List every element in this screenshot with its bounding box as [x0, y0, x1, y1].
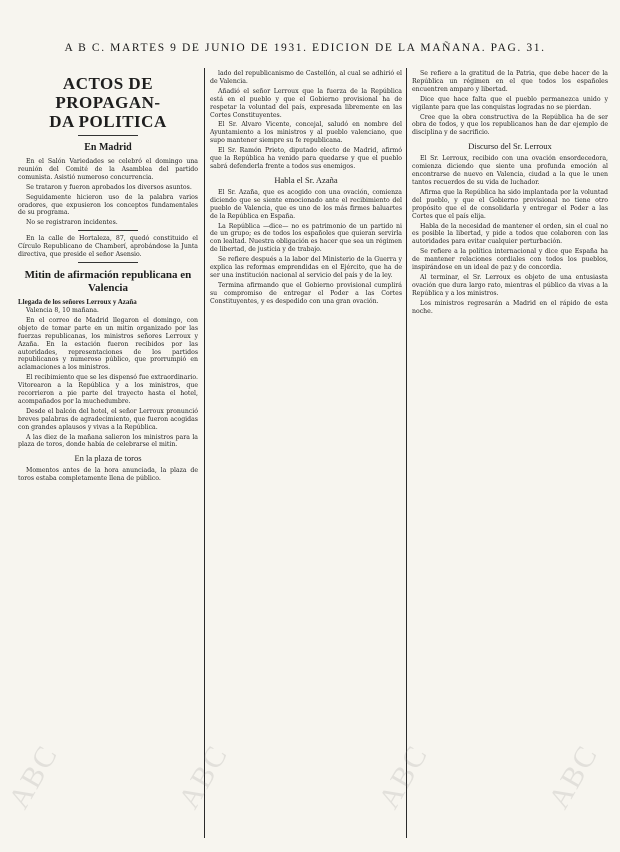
divider [78, 230, 138, 231]
madrid-heading: En Madrid [84, 142, 132, 153]
paragraph: Al terminar, el Sr. Lerroux es objeto de una entusiasta ovación que dura largo rato, mientras el público da vivas a la República y a los ministros. [412, 273, 608, 297]
paragraph: Momentos antes de la hora anunciada, la plaza de toros estaba completamente llena de público. [18, 467, 198, 483]
abc-watermark: ABC [172, 739, 235, 815]
divider [78, 262, 138, 263]
paragraph: A las diez de la mañana salieron los ministros para la plaza de toros, donde había de celebrarse el mitin. [18, 433, 198, 449]
page-header: A B C. MARTES 9 DE JUNIO DE 1931. EDICION DE LA MAÑANA. PAG. 31. [64, 42, 546, 54]
paragraph: En el correo de Madrid llegaron el domingo, con objeto de tomar parte en un mitin organizado por las fuerzas republicanas, los ministros señores Lerroux y Azaña. En la estación fueron recibidos por las autoridades, representaciones de los partidos republicanos y numeroso público, que prorrumpió en aclamaciones a los ministros. [18, 316, 198, 372]
paragraph: Dice que hace falta que el pueblo permanezca unido y vigilante para que las conquistas logradas no se pierdan. [412, 95, 608, 111]
plaza-heading: En la plaza de toros [74, 453, 142, 464]
dateline: Valencia 8, 10 mañana. [26, 306, 99, 314]
paragraph: En el Salón Variedades se celebró el domingo una reunión del Comité de la Asamblea del partido comunista. Asistió numeroso concurrencia. [18, 158, 198, 181]
paragraph: Se refiere después a la labor del Ministerio de la Guerra y explica las reformas emprendidas en el Ejército, que ha de ser una institución nacional al servicio del país y de la ley. [210, 256, 402, 279]
paragraph: Añadió el señor Lerroux que la fuerza de la República está en el pueblo y que el Gobierno provisional ha de respetar la voluntad del país, expresada libremente en las Cortes Constituyentes. [210, 87, 402, 119]
column-rule [406, 68, 407, 838]
paragraph: Se trataron y fueron aprobados los diversos asuntos. [26, 183, 192, 191]
paragraph: El recibimiento que se les dispensó fue extraordinario. Vitorearon a la República y a los ministros, que recorrieron a pie parte del trayecto hasta el hotel, acompañados por la muchedumbre. [18, 374, 198, 405]
paragraph: El Sr. Alvaro Vicente, concejal, saludó en nombre del Ayuntamiento a los ministros y al pueblo valenciano, que supo mantener siempre su fe republicana. [210, 121, 402, 145]
paragraph: Cree que la obra constructiva de la República ha de ser obra de todos, y que los republicanos han de dar ejemplo de disciplina y de sacrificio. [412, 113, 608, 137]
paragraph: Termina afirmando que el Gobierno provisional cumplirá su compromiso de entregar el Poder a las Cortes Constituyentes, y es despedido con una gran ovación. [210, 281, 402, 305]
paragraph: No se registraron incidentes. [26, 219, 118, 227]
divider [78, 135, 138, 136]
column-1 [18, 70, 198, 485]
abc-watermark: ABC [2, 739, 65, 815]
column-rule [204, 68, 205, 838]
valencia-heading: Mitin de afirmación republicana en Valencia [24, 268, 192, 294]
abc-watermark: ABC [372, 739, 435, 815]
subheading: Llegada de los señores Lerroux y Azaña [18, 297, 137, 306]
paragraph: Afirma que la República ha sido implantada por la voluntad del pueblo, y que el Gobierno provisional no tiene otro propósito que el de consolidarla y entregar el Poder a las Cortes que el país elija. [412, 188, 608, 220]
paragraph: El Sr. Lerroux, recibido con una ovación ensordecedora, comienza diciendo que siente una profunda emoción al encontrarse de nuevo en Valencia, ciudad a la que le unen tantos recuerdos de su vida de luchador. [412, 155, 608, 186]
paragraph: En la calle de Hortaleza, 87, quedó constituido el Círculo Republicano de Chamberí, aprobándose la Junta directiva, que preside el señor Asensio. [18, 235, 198, 259]
azana-heading: Habla el Sr. Azaña [274, 174, 338, 185]
paragraph: El Sr. Azaña, que es acogido con una ovación, comienza diciendo que se siente emocionado ante el recibimiento del pueblo de Valencia, que es uno de los más firmes baluartes de la República en España. [210, 188, 402, 220]
paragraph: Se refiere a la política internacional y dice que España ha de mantener relaciones cordiales con todos los pueblos, inspirándose en un ideal de paz y de concordia. [412, 248, 608, 272]
paragraph: La República —dice— no es patrimonio de un partido ni de un grupo; es de todos los españoles que quieran servirla con lealtad. Nuestra obligación es hacer que sea un régimen de libertad, de justicia y de trabajo. [210, 222, 402, 254]
paragraph: El Sr. Ramón Prieto, diputado electo de Madrid, afirmó que la República ha venido para quedarse y que el pueblo sabrá defenderla frente a todos sus enemigos. [210, 147, 402, 170]
title-line: DA POLITICA [49, 112, 167, 131]
title-line: ACTOS DE PROPAGAN- [55, 74, 161, 112]
lerroux-heading: Discurso del Sr. Lerroux [468, 141, 552, 152]
paragraph: Se refiere a la gratitud de la Patria, que debe hacer de la República un régimen en el que todos los españoles encuentren amparo y libertad. [412, 70, 608, 93]
paragraph: Los ministros regresarán a Madrid en el rápido de esta noche. [412, 299, 608, 315]
column-2 [210, 70, 402, 308]
paragraph: Habla de la necesidad de mantener el orden, sin el cual no es posible la libertad, y pide a todos que colaboren con las autoridades para evitar cualquier perturbación. [412, 222, 608, 246]
section-title [18, 74, 198, 131]
column-3 [412, 70, 608, 317]
paragraph: lado del republicanismo de Castellón, al cual se adhirió el de Valencia. [210, 70, 402, 85]
paragraph: Desde el balcón del hotel, el señor Lerroux pronunció breves palabras de agradecimiento, que fueron acogidas con grandes aplausos y vivas a la República. [18, 407, 198, 431]
paragraph: Seguidamente hicieron uso de la palabra varios oradores, que expusieron los conceptos fundamentales de su programa. [18, 193, 198, 217]
abc-watermark: ABC [542, 739, 605, 815]
